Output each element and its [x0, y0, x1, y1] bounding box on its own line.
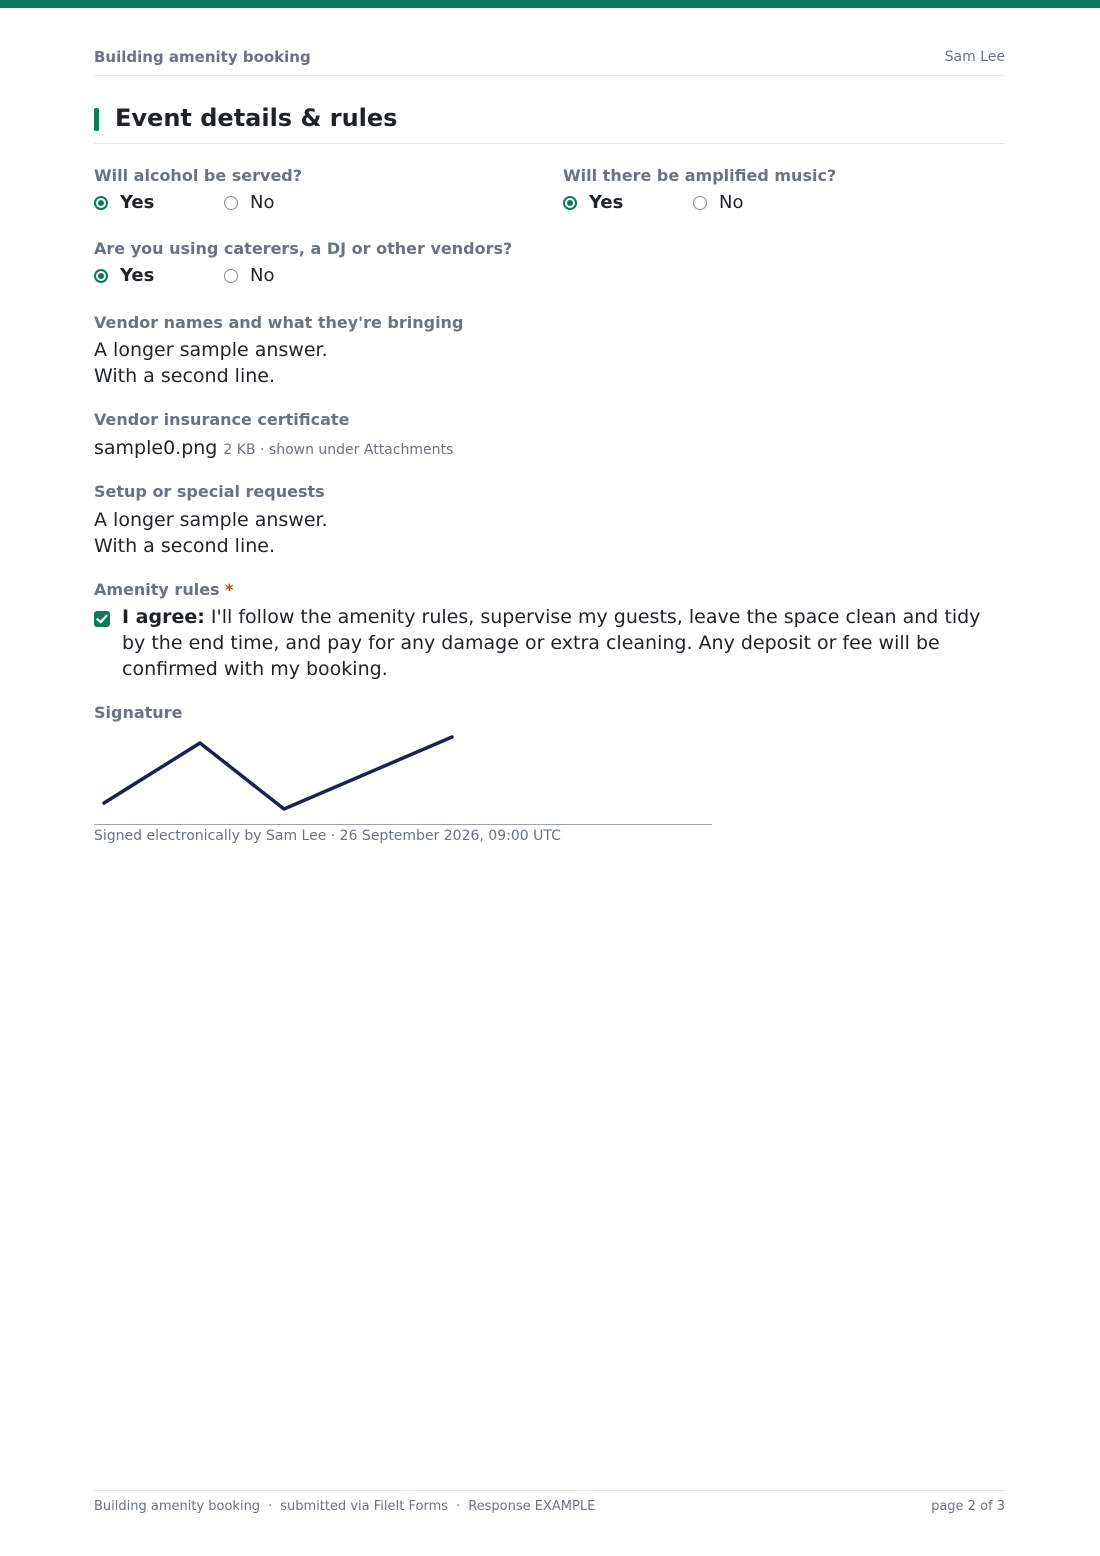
radio-empty-icon	[224, 196, 238, 210]
answer-line: A longer sample answer.	[94, 509, 328, 531]
vendors-question-label: Are you using caterers, a DJ or other vendors?	[94, 239, 513, 258]
vendor-names-label: Vendor names and what they're bringing	[94, 313, 464, 332]
agree-statement	[122, 604, 1006, 682]
footer-form-name: Building amenity booking	[94, 1499, 261, 1514]
insurance-label: Vendor insurance certificate	[94, 410, 350, 429]
signature-label: Signature	[94, 703, 183, 722]
footer-separator: ·	[268, 1499, 273, 1514]
footer-separator: ·	[456, 1499, 461, 1514]
page-number: page 2 of 3	[931, 1499, 1005, 1514]
radio-empty-icon	[224, 269, 238, 283]
form-title: Building amenity booking	[94, 48, 311, 66]
required-mark: *	[225, 580, 234, 599]
respondent-name: Sam Lee	[944, 49, 1005, 65]
music-no-label: No	[719, 192, 744, 213]
attachment-file-meta: 2 KB · shown under Attachments	[223, 442, 454, 458]
attachment-file-name[interactable]: sample0.png	[94, 437, 218, 459]
footer-submitted-via: submitted via FileIt Forms	[280, 1499, 449, 1514]
agree-label: I agree:	[122, 606, 205, 628]
alcohol-radio-group	[94, 192, 494, 214]
signature-caption: Signed electronically by Sam Lee · 26 September 2026, 09:00 UTC	[94, 828, 561, 844]
alcohol-yes-label: Yes	[120, 192, 155, 213]
answer-line: With a second line.	[94, 365, 275, 387]
music-yes-label: Yes	[589, 192, 624, 213]
page-footer	[94, 1490, 1005, 1521]
alcohol-question-label: Will alcohol be served?	[94, 166, 303, 185]
radio-empty-icon	[693, 196, 707, 210]
section-accent-bar	[94, 108, 99, 131]
answer-line: With a second line.	[94, 535, 275, 557]
vendor-names-answer	[94, 337, 328, 389]
footer-response-id: Response EXAMPLE	[468, 1499, 596, 1514]
radio-selected-icon	[94, 269, 108, 283]
vendors-no-label: No	[250, 265, 275, 286]
radio-selected-icon	[563, 196, 577, 210]
top-accent-bar	[0, 0, 1100, 8]
section-header	[94, 104, 1005, 144]
setup-answer	[94, 507, 328, 559]
footer-info	[94, 1499, 595, 1514]
checkmark-icon	[94, 611, 110, 627]
setup-label: Setup or special requests	[94, 482, 325, 501]
agree-checkbox[interactable]	[94, 611, 110, 627]
music-question-label: Will there be amplified music?	[563, 166, 837, 185]
agree-text: I'll follow the amenity rules, supervise my guests, leave the space clean and tidy by the end time, and pay for any damage or extra cleaning. Any deposit or fee will be confirmed with my booking.	[122, 606, 981, 680]
answer-line: A longer sample answer.	[94, 339, 328, 361]
radio-selected-icon	[94, 196, 108, 210]
amenity-rules-label-text: Amenity rules	[94, 580, 220, 599]
alcohol-no-label: No	[250, 192, 275, 213]
section-title: Event details & rules	[115, 104, 398, 132]
signature-drawing	[94, 728, 712, 824]
music-radio-group	[563, 192, 963, 214]
insurance-file	[94, 435, 453, 463]
vendors-radio-group	[94, 265, 494, 287]
vendors-yes-label: Yes	[120, 265, 155, 286]
amenity-rules-label	[94, 580, 234, 599]
page-header	[94, 47, 1005, 76]
signature-box	[94, 728, 712, 825]
